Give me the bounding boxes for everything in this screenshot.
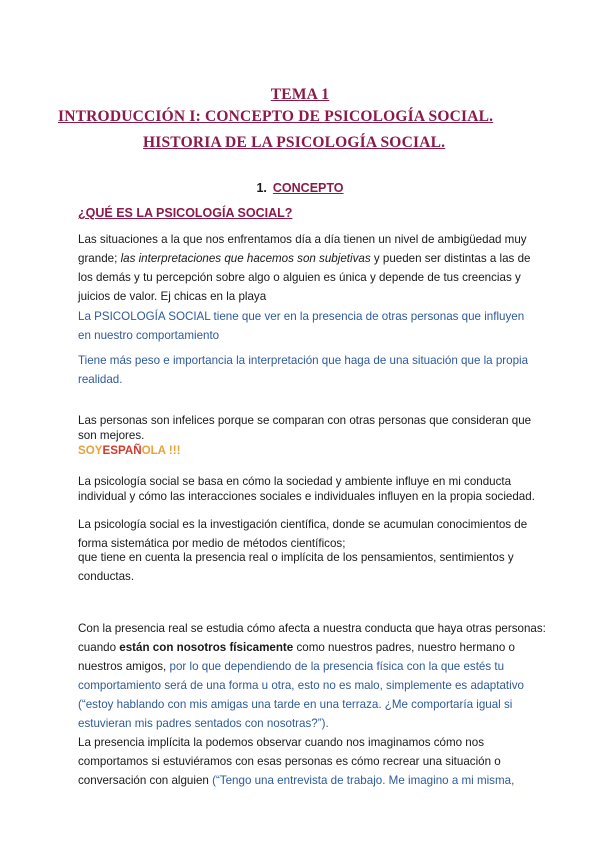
paragraph-definition: La PSICOLOGÍA SOCIAL tiene que ver en la presencia de otras personas que influyen en nuestro comportamiento [78, 310, 525, 342]
paragraph-situations [78, 230, 538, 306]
paragraph-text: Con la presencia real se estudia cómo afecta a nuestra conducta que haya otras personas: cuando [78, 622, 546, 654]
paragraph-interpretation: Tiene más peso e importancia la interpretación que haga de una situación que la propia realidad. [78, 354, 529, 386]
paragraph-basis: La psicología social se basa en cómo la sociedad y ambiente influye en mi conducta individual y cómo las interacciones sociales e individuales influyen en la propia sociedad. [78, 475, 535, 503]
example-text: por lo que dependiendo de la presencia física con la que estés tu comportamiento será de una forma u otra, esto no es malo, simplemente es adaptativo (“estoy hablando con mis amigas una tarde en una terraza. ¿Me comportaría igual si estuvieran mis padres sentados con nosotras?”). [78, 660, 524, 730]
paragraph-real-presence [78, 619, 548, 790]
main-title-line-1: INTRODUCCIÓN I: CONCEPTO DE PSICOLOGÍA SOCIAL. [58, 108, 494, 125]
paragraph-presence: que tiene en cuenta la presencia real o implícita de los pensamientos, sentimientos y conductas. [78, 551, 514, 583]
note-text: ESPAÑ [102, 444, 142, 457]
italic-text: las interpretaciones que hacemos son subjetivas [120, 252, 371, 265]
paragraph-text: y pueden ser distintas a las de los demás y tu percepción sobre algo o alguien es única y depende de tus creencias y juicios de valor. Ej chicas en la playa [78, 252, 531, 303]
paragraph-text: Las situaciones a la que nos enfrentamos día a día tienen un nivel de ambigüedad muy grande; [78, 233, 527, 265]
section-heading [0, 181, 600, 195]
example-text: (“Tengo una entrevista de trabajo. Me imagino a mi misma, [212, 774, 515, 787]
section-number: 1. [256, 181, 267, 195]
bold-text: están con nosotros físicamente [119, 641, 294, 654]
paragraph-text: La presencia implícita la podemos observar cuando nos imaginamos cómo nos comportamos si estuviéramos con esas personas es cómo recrear una situación o conversación con alguien [78, 736, 501, 787]
question-heading: ¿QUÉ ES LA PSICOLOGÍA SOCIAL? [78, 206, 293, 220]
section-title: CONCEPTO [272, 181, 344, 195]
paragraph-comparison: Las personas son infelices porque se comparan con otras personas que consideran que son mejores. [78, 414, 532, 442]
note-text: OLA !!! [141, 444, 181, 457]
paragraph-investigation: La psicología social es la investigación científica, donde se acumulan conocimientos de forma sistemática por medio de métodos científicos; [78, 518, 528, 550]
main-title-line-2: HISTORIA DE LA PSICOLOGÍA SOCIAL. [143, 134, 446, 151]
paragraph-text: como nuestros padres, nuestro hermano o nuestros amigos, [78, 641, 515, 673]
soy-espanola-note [78, 443, 538, 458]
note-text: SOY [78, 444, 103, 457]
tema-title: TEMA 1 [270, 86, 330, 103]
